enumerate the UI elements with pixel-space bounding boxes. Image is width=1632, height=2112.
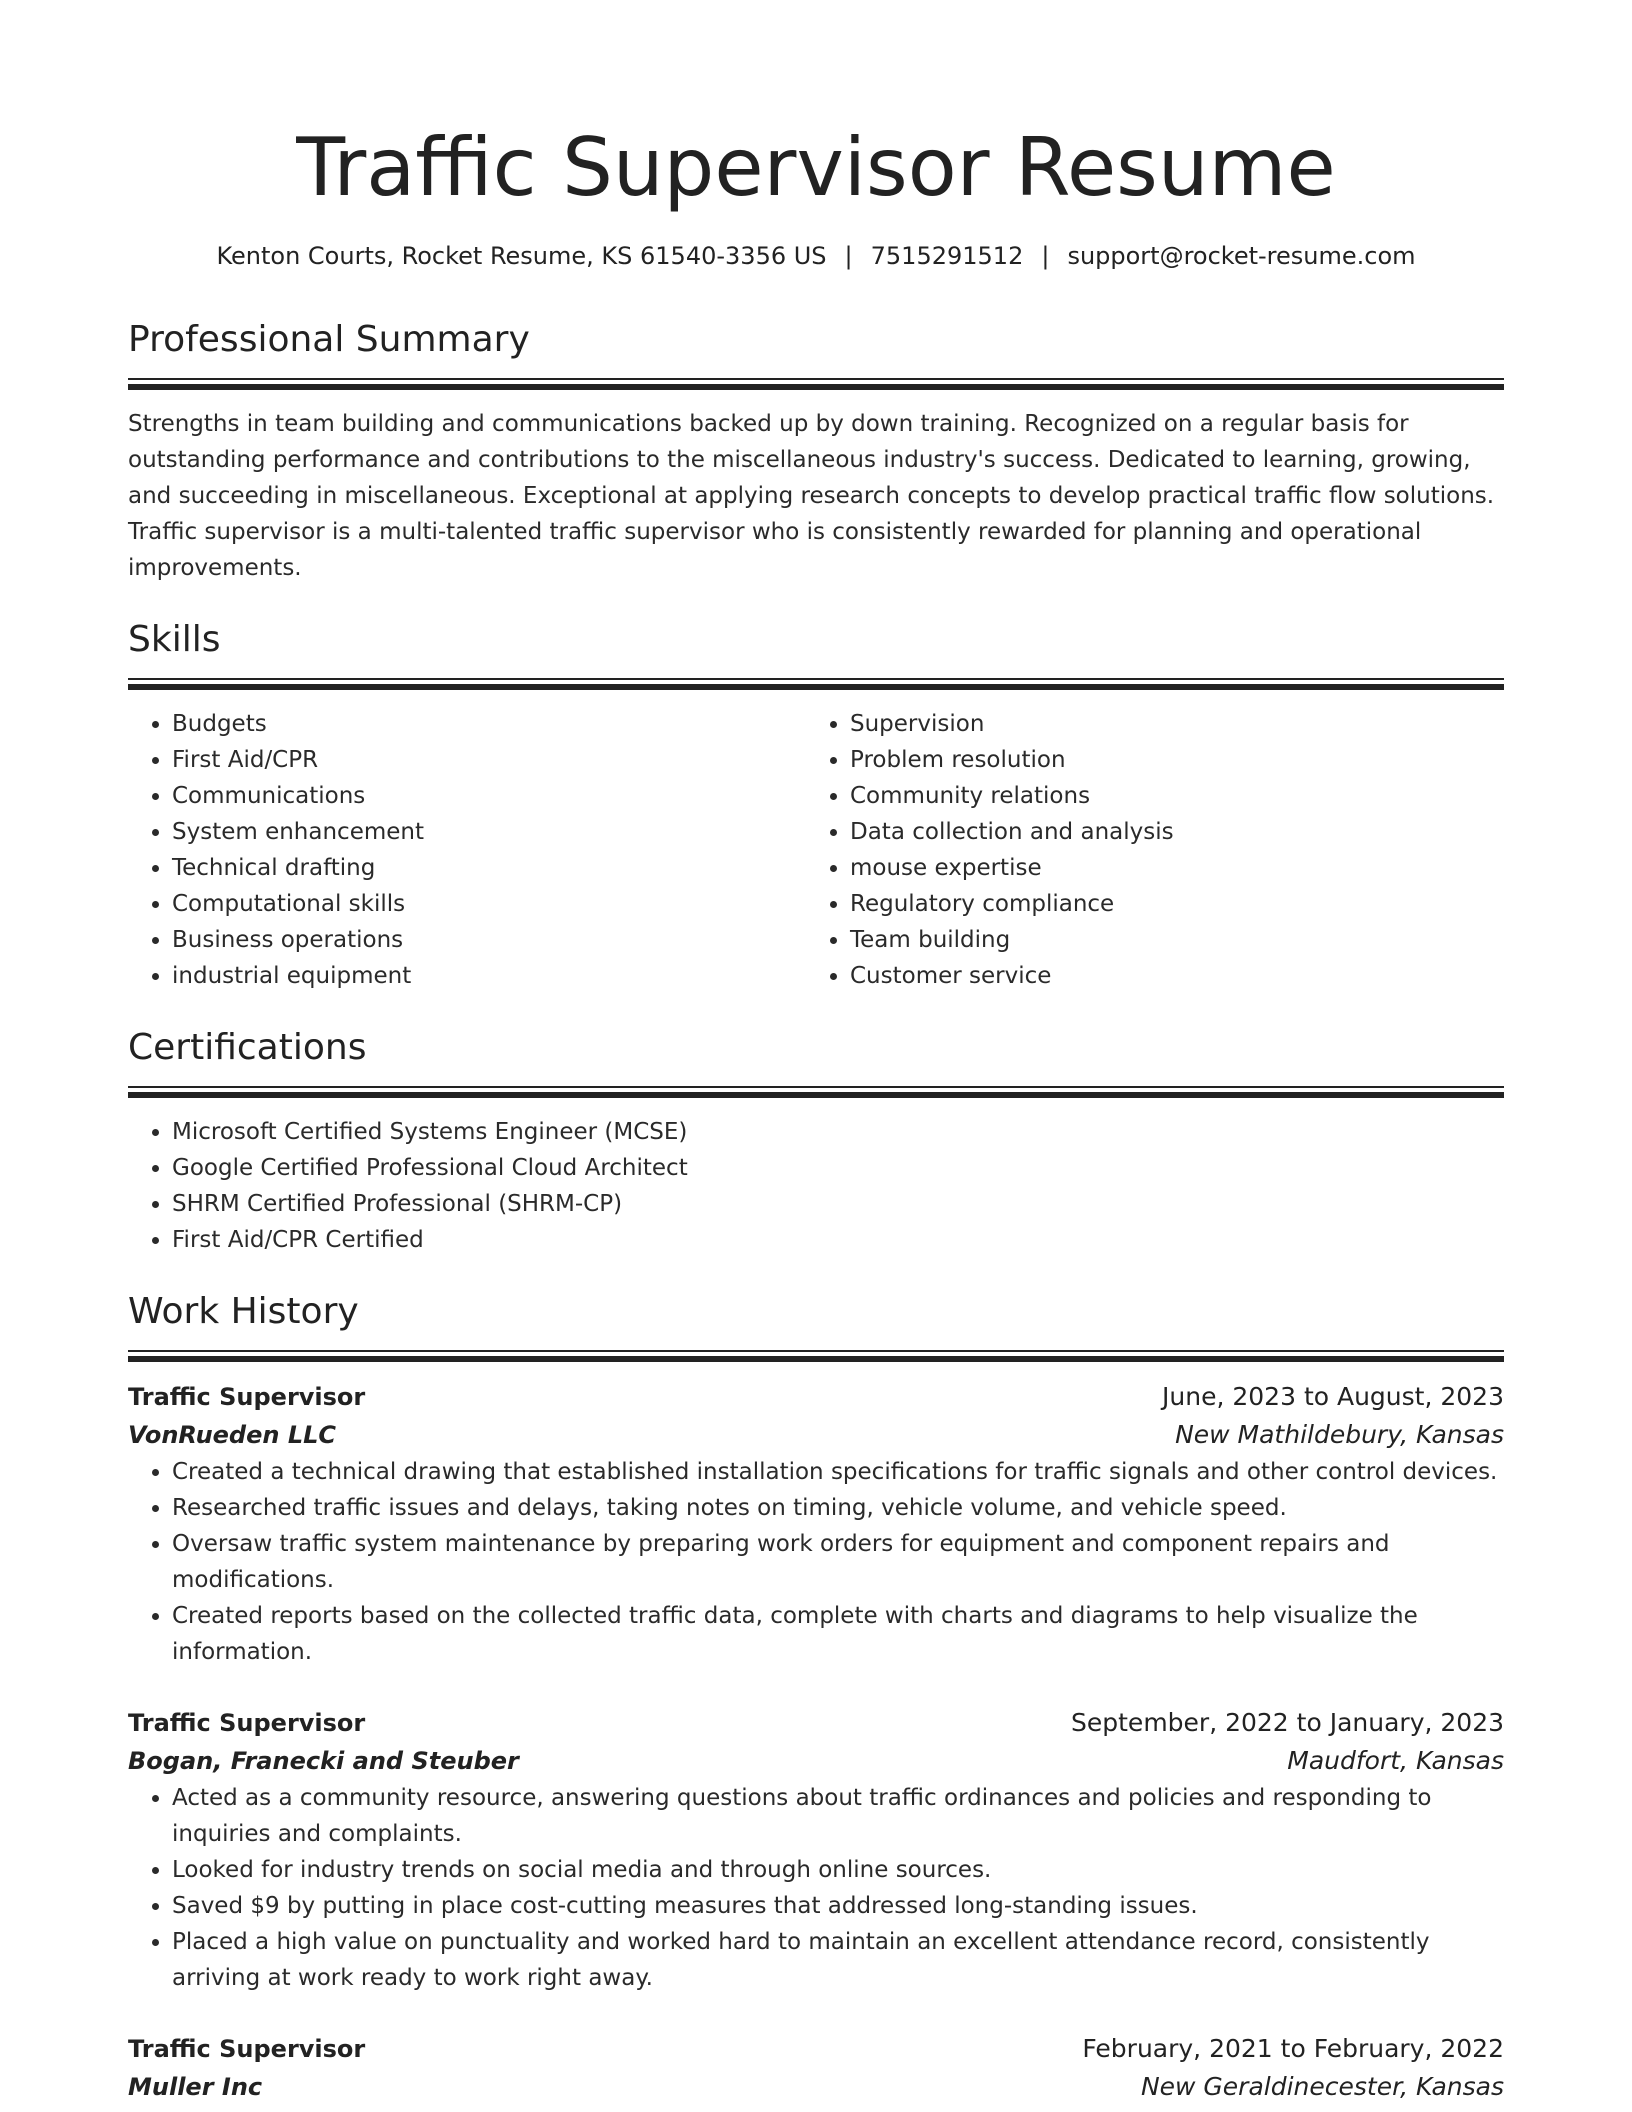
- skill-item: • Regulatory compliance: [850, 886, 1484, 922]
- job-company: Bogan, Franecki and Steuber: [128, 1747, 519, 1775]
- summary-text: Strengths in team building and communications backed up by down training. Recognized on a regular basis for outstanding performance and contributions to the miscellaneous industry's success. Dedicated to learning, growing, and succeeding in miscellaneous. Exceptional at applying research concepts to develop practical traffic flow solutions. Traffic supervisor is a multi-talented traffic supervisor who is consistently rewarded for planning and operational improvements.: [128, 411, 1495, 581]
- skills-column-left: [128, 706, 806, 994]
- skill-item: • mouse expertise: [850, 850, 1484, 886]
- skill-item: • System enhancement: [172, 814, 806, 850]
- skill-item: • Business operations: [172, 922, 806, 958]
- job-bullet: • Created reports based on the collected traffic data, complete with charts and diagrams to help visualize the information.: [172, 1598, 1504, 1670]
- job-bullet: • Researched traffic issues and delays, taking notes on timing, vehicle volume, and vehicle speed.: [172, 1490, 1504, 1526]
- contact-separator: |: [1041, 242, 1050, 270]
- job-company: Muller Inc: [128, 2073, 263, 2101]
- job-bullet: • Looked for industry trends on social media and through online sources.: [172, 1852, 1504, 1888]
- certification-item: • Google Certified Professional Cloud Architect: [172, 1150, 1504, 1186]
- skills-column-right: [806, 706, 1484, 994]
- skill-item: • Technical drafting: [172, 850, 806, 886]
- skill-item: • Computational skills: [172, 886, 806, 922]
- certifications-section: [128, 1024, 1504, 1258]
- job-title: Traffic Supervisor: [128, 1383, 366, 1411]
- summary-section: [128, 316, 1504, 586]
- job-bullet-list: [128, 1780, 1504, 1996]
- skill-item: • Team building: [850, 922, 1484, 958]
- skill-item: • Data collection and analysis: [850, 814, 1484, 850]
- job-bullet: • Acted as a community resource, answering questions about traffic ordinances and policies and responding to inquiries and complaints.: [172, 1780, 1504, 1852]
- contact-separator: |: [844, 242, 853, 270]
- job-location: New Mathildebury, Kansas: [1175, 1420, 1504, 1449]
- skills-list-left: [128, 706, 806, 994]
- certification-item: • SHRM Certified Professional (SHRM-CP): [172, 1186, 1504, 1222]
- skill-item: • First Aid/CPR: [172, 742, 806, 778]
- job-bullet: • Placed a high value on punctuality and worked hard to maintain an excellent attendance record, consistently arriving at work ready to work right away.: [172, 1924, 1504, 1996]
- job-company: VonRueden LLC: [128, 1421, 337, 1449]
- job-bullet: • Created a technical drawing that established installation specifications for traffic signals and other control devices.: [172, 1454, 1504, 1490]
- section-divider: [128, 378, 1504, 390]
- job-location: Maudfort, Kansas: [1287, 1746, 1504, 1775]
- job-header: [128, 1378, 1504, 1416]
- certification-item: • Microsoft Certified Systems Engineer (MCSE): [172, 1114, 1504, 1150]
- section-divider: [128, 1086, 1504, 1098]
- section-heading-certifications: Certifications: [128, 1027, 367, 1068]
- section-heading-summary: Professional Summary: [128, 319, 530, 360]
- job-dates: September, 2022 to January, 2023: [1071, 1708, 1504, 1737]
- job-header: [128, 2030, 1504, 2068]
- job-subheader: [128, 1416, 1504, 1454]
- job-entry: [128, 2030, 1504, 2106]
- job-dates: June, 2023 to August, 2023: [1162, 1382, 1504, 1411]
- job-title: Traffic Supervisor: [128, 1709, 366, 1737]
- contact-line: [128, 238, 1504, 274]
- job-bullet: • Oversaw traffic system maintenance by preparing work orders for equipment and component repairs and modifications.: [172, 1526, 1504, 1598]
- certification-item: • First Aid/CPR Certified: [172, 1222, 1504, 1258]
- job-location: New Geraldinecester, Kansas: [1140, 2072, 1504, 2101]
- section-heading-work-history: Work History: [128, 1291, 359, 1332]
- contact-address: Kenton Courts, Rocket Resume, KS 61540-3356 US: [216, 242, 827, 270]
- job-title: Traffic Supervisor: [128, 2035, 366, 2063]
- job-entry: [128, 1704, 1504, 1996]
- job-entry: [128, 1378, 1504, 1670]
- skill-item: • Problem resolution: [850, 742, 1484, 778]
- skills-list-right: [806, 706, 1484, 994]
- section-divider: [128, 1350, 1504, 1362]
- work-history-section: [128, 1288, 1504, 2106]
- resume-body: [128, 316, 1504, 2112]
- section-divider: [128, 678, 1504, 690]
- job-header: [128, 1704, 1504, 1742]
- skill-item: • Supervision: [850, 706, 1484, 742]
- contact-phone: 7515291512: [870, 242, 1024, 270]
- skill-item: • Budgets: [172, 706, 806, 742]
- job-subheader: [128, 2068, 1504, 2106]
- skill-item: • Customer service: [850, 958, 1484, 994]
- skill-item: • Communications: [172, 778, 806, 814]
- job-subheader: [128, 1742, 1504, 1780]
- certifications-list: [128, 1114, 1504, 1258]
- job-bullet-list: [128, 1454, 1504, 1670]
- skill-item: • Community relations: [850, 778, 1484, 814]
- section-heading-skills: Skills: [128, 619, 221, 660]
- skill-item: • industrial equipment: [172, 958, 806, 994]
- skills-columns: [128, 706, 1504, 994]
- skills-section: [128, 616, 1504, 994]
- job-bullet: • Saved $9 by putting in place cost-cutting measures that addressed long-standing issues.: [172, 1888, 1504, 1924]
- resume-title: Traffic Supervisor Resume: [296, 121, 1336, 214]
- job-dates: February, 2021 to February, 2022: [1082, 2034, 1504, 2063]
- contact-email: support@rocket-resume.com: [1067, 242, 1416, 270]
